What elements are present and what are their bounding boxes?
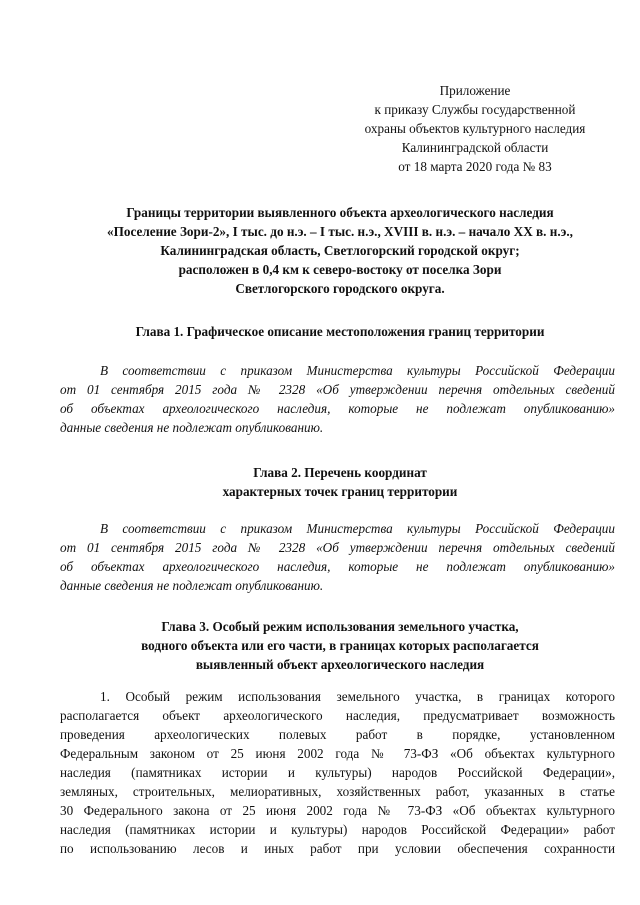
note-line: от 01 сентября 2015 года № 2328 «Об утверждении перечня отдельных сведений bbox=[60, 382, 615, 397]
chapter-2-heading bbox=[60, 463, 620, 501]
paragraph-line: 30 Федерального закона от 25 июня 2002 года № 73-ФЗ «Об объектах культурного bbox=[60, 803, 615, 818]
chapter-2-note bbox=[60, 519, 615, 595]
appendix-line: к приказу Службы государственной bbox=[374, 102, 576, 117]
title-line: расположен в 0,4 км к северо-востоку от поселка Зори bbox=[178, 262, 502, 277]
paragraph-line: по использованию лесов и иных работ при условии обеспечения сохранности bbox=[60, 841, 615, 856]
chapter-3-paragraph bbox=[60, 687, 615, 858]
heading-line: водного объекта или его части, в границах которых располагается bbox=[141, 638, 539, 653]
heading-line: Глава 2. Перечень координат bbox=[253, 465, 427, 480]
note-line: В соответствии с приказом Министерства культуры Российской Федерации bbox=[100, 521, 615, 536]
paragraph-line: Федеральным законом от 25 июня 2002 года № 73-ФЗ «Об объектах культурного bbox=[60, 746, 615, 761]
note-line: от 01 сентября 2015 года № 2328 «Об утверждении перечня отдельных сведений bbox=[60, 540, 615, 555]
paragraph-line: наследия (памятниках истории и культуры) народов Российской Федерации» работ bbox=[60, 822, 615, 837]
appendix-line: Калининградской области bbox=[401, 140, 549, 155]
title-line: «Поселение Зори-2», I тыс. до н.э. – I тыс. н.э., XVIII в. н.э. – начало XX в. н.э., bbox=[107, 224, 573, 239]
paragraph-line: 1. Особый режим использования земельного участка, в границах которого bbox=[100, 689, 615, 704]
paragraph-line: располагается объект археологического наследия, предусматривает возможность bbox=[60, 708, 615, 723]
document-title bbox=[60, 203, 620, 298]
note-line: об объектах археологического наследия, которые не подлежат опубликованию» bbox=[60, 401, 615, 416]
note-line: В соответствии с приказом Министерства культуры Российской Федерации bbox=[100, 363, 615, 378]
note-line: данные сведения не подлежат опубликованию. bbox=[60, 578, 324, 593]
title-line: Калининградская область, Светлогорский городской округ; bbox=[160, 243, 520, 258]
appendix-line: Приложение bbox=[439, 83, 511, 98]
appendix-line: от 18 марта 2020 года № 83 bbox=[398, 159, 552, 174]
heading-line: выявленный объект археологического наследия bbox=[195, 657, 485, 672]
paragraph-line: земляных, строительных, мелиоративных, хозяйственных работ, указанных в статье bbox=[60, 784, 615, 799]
heading-line: Глава 1. Графическое описание местоположения границ территории bbox=[135, 324, 545, 339]
heading-line: Глава 3. Особый режим использования земельного участка, bbox=[161, 619, 519, 634]
appendix-block bbox=[340, 81, 610, 176]
title-line: Границы территории выявленного объекта археологического наследия bbox=[126, 205, 554, 220]
note-line: данные сведения не подлежат опубликованию. bbox=[60, 420, 324, 435]
paragraph-line: наследия (памятниках истории и культуры) народов Российской Федерации», bbox=[60, 765, 615, 780]
chapter-3-heading bbox=[60, 617, 620, 674]
heading-line: характерных точек границ территории bbox=[222, 484, 458, 499]
title-line: Светлогорского городского округа. bbox=[235, 281, 445, 296]
chapter-1-note bbox=[60, 361, 615, 437]
note-line: об объектах археологического наследия, которые не подлежат опубликованию» bbox=[60, 559, 615, 574]
chapter-1-heading bbox=[60, 322, 620, 341]
appendix-line: охраны объектов культурного наследия bbox=[364, 121, 586, 136]
paragraph-line: проведения археологических полевых работ в порядке, установленном bbox=[60, 727, 615, 742]
